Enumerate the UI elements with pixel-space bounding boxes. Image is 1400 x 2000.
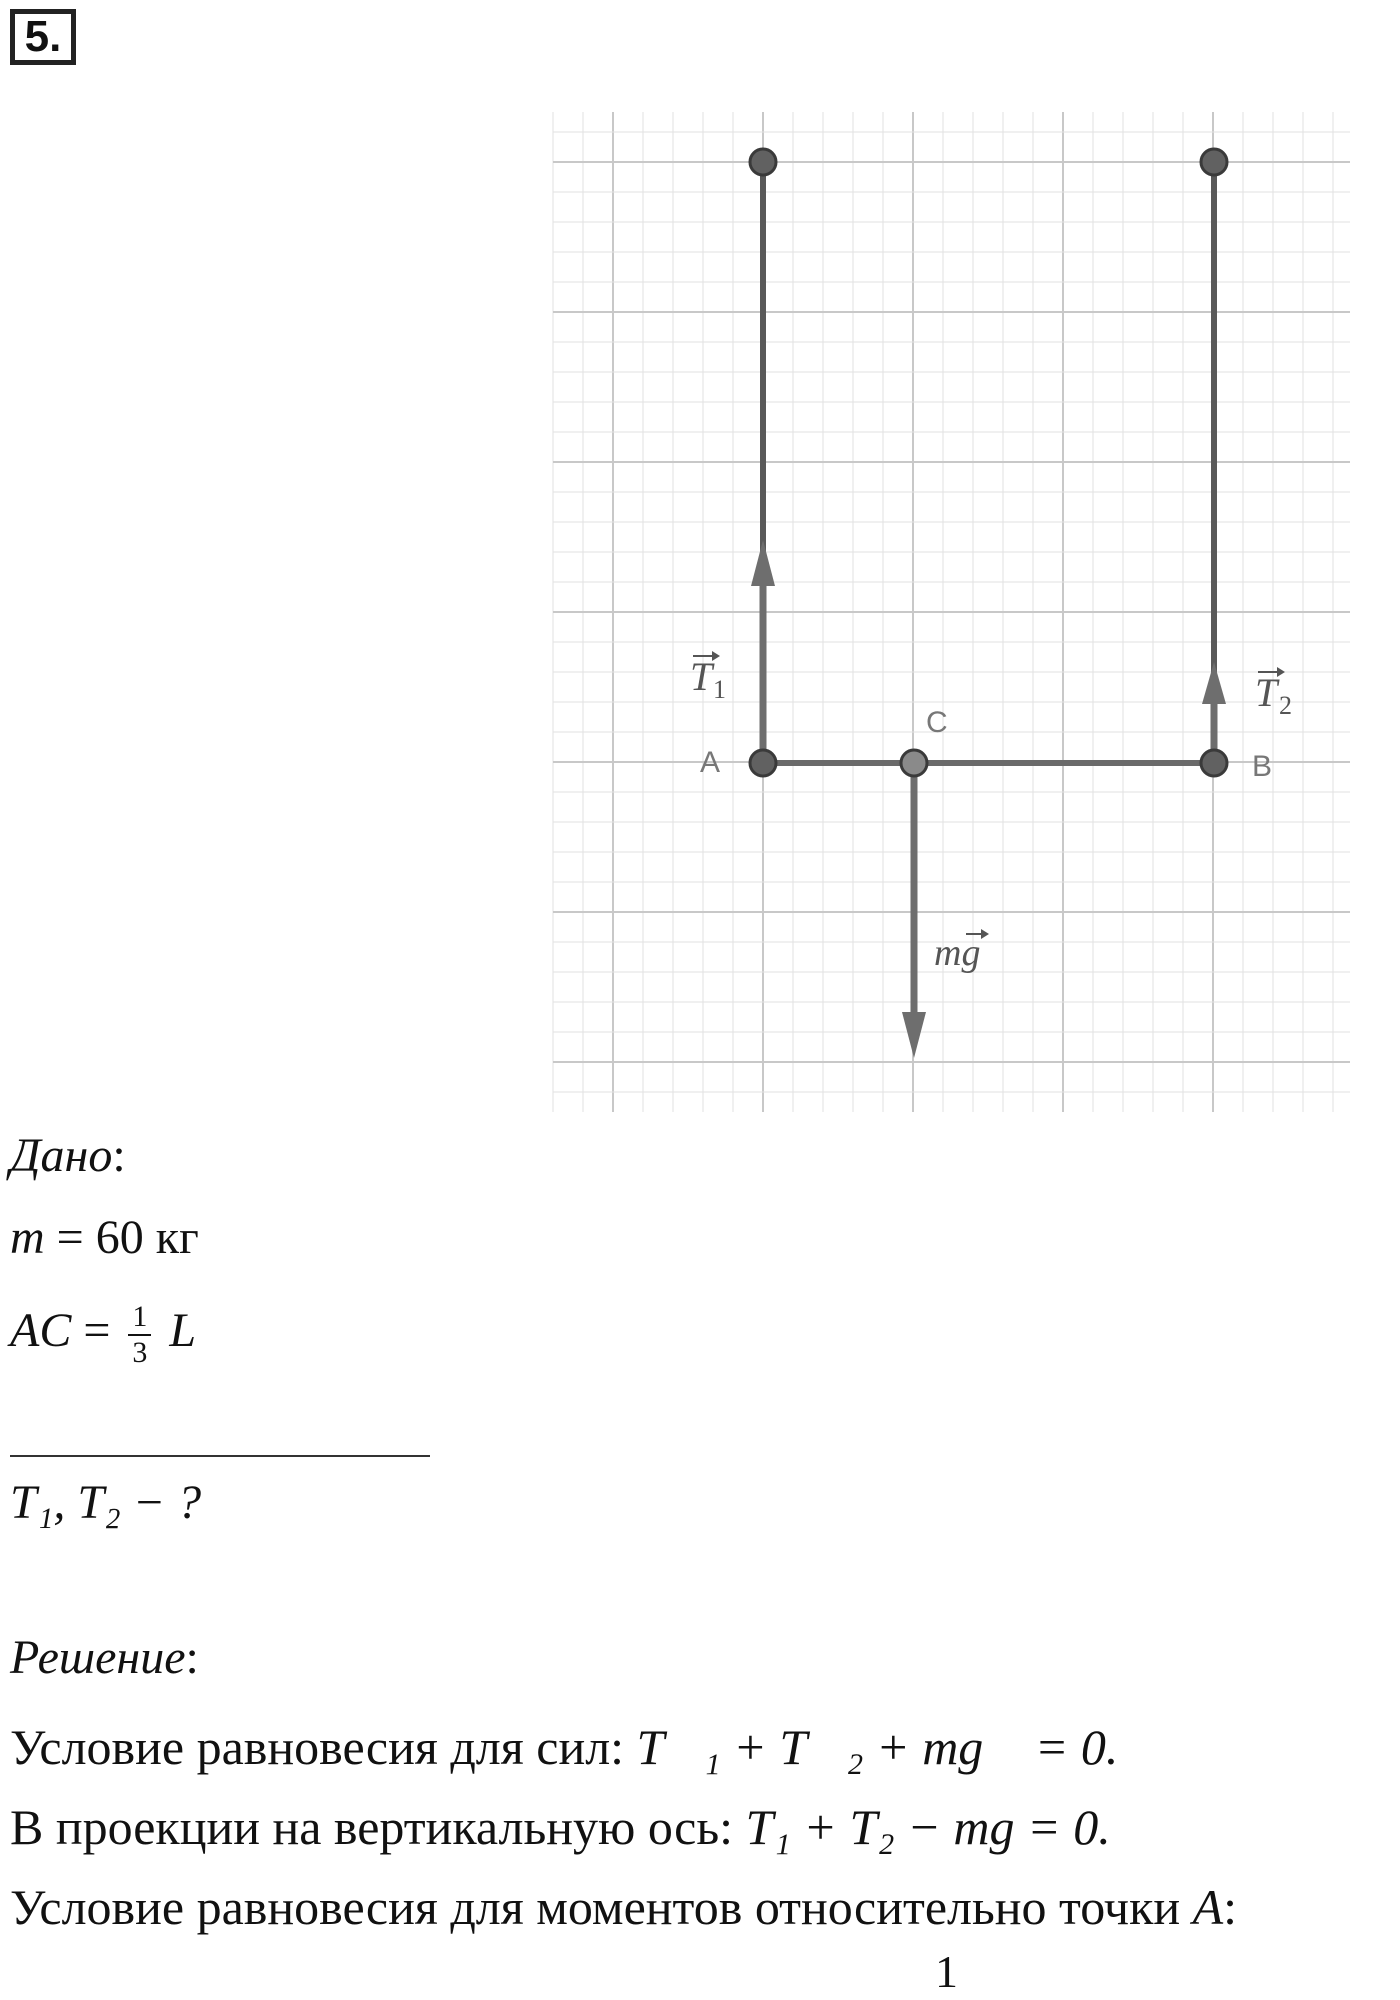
- given-heading-text: Дано: [10, 1129, 113, 1182]
- label-mg-vector-tip: [981, 929, 989, 939]
- solution-line-1-text: Условие равновесия для сил:: [10, 1719, 637, 1775]
- solution-line-2: [10, 1798, 1111, 1856]
- label-mg: mg: [934, 932, 981, 974]
- given-ac: [10, 1300, 196, 1370]
- solution-line-2-text: В проекции на вертикальную ось:: [10, 1799, 746, 1855]
- label-mg-group: [934, 929, 989, 974]
- label-t2-subscript: 2: [1279, 691, 1292, 720]
- solution-line-3-end: :: [1223, 1879, 1238, 1935]
- label-t2-group: [1255, 667, 1292, 720]
- given-mass-value: = 60 кг: [56, 1211, 199, 1264]
- given-mass: [10, 1210, 199, 1265]
- label-c: C: [926, 706, 948, 739]
- given-ac-var: AC: [10, 1304, 72, 1358]
- vector-t2-arrowhead: [1202, 662, 1226, 704]
- label-a: A: [700, 746, 721, 779]
- solution-heading: Решение:: [10, 1631, 199, 1684]
- given-heading: Дано:: [10, 1129, 126, 1182]
- page-number: 1: [935, 1946, 958, 1997]
- given-divider: [10, 1455, 430, 1457]
- problem-number: 5.: [10, 9, 76, 65]
- point-c: [901, 750, 927, 776]
- vector-t1-arrowhead: [751, 540, 775, 586]
- label-t1-group: [690, 651, 726, 704]
- given-ac-length: L: [169, 1304, 197, 1358]
- force-diagram: [548, 112, 1352, 1114]
- label-t1-subscript: 1: [713, 675, 726, 704]
- point-top-right: [1201, 149, 1227, 175]
- solution-line-3: [10, 1878, 1237, 1936]
- label-b: B: [1252, 750, 1273, 783]
- solution-line-1: [10, 1718, 1118, 1776]
- label-t1: T: [690, 654, 713, 699]
- point-b: [1201, 750, 1227, 776]
- given-ac-fraction: [128, 1300, 151, 1370]
- solution-line-2-math: T₁ + T₂ − mg = 0.: [745, 1799, 1111, 1855]
- solution-line-3-var: A: [1192, 1879, 1224, 1935]
- solution-line-3-text: Условие равновесия для моментов относительно точки: [10, 1879, 1193, 1935]
- solution-line-1-math: T⃗₁ + T⃗₂ + mg⃗ = 0.: [636, 1719, 1119, 1775]
- label-t2: T: [1255, 670, 1278, 715]
- given-ac-denominator: 3: [132, 1336, 148, 1369]
- label-t2-vector-tip: [1277, 667, 1285, 677]
- point-a: [750, 750, 776, 776]
- find-line: T₁, T₂ − ?: [10, 1476, 202, 1529]
- given-mass-var: m: [10, 1211, 45, 1264]
- solution-heading-text: Решение: [10, 1631, 186, 1684]
- label-t1-vector-tip: [712, 651, 720, 661]
- point-top-left: [750, 149, 776, 175]
- given-ac-numerator: 1: [128, 1300, 151, 1336]
- given-ac-eq: =: [83, 1304, 111, 1358]
- vector-mg-arrowhead: [902, 1012, 926, 1058]
